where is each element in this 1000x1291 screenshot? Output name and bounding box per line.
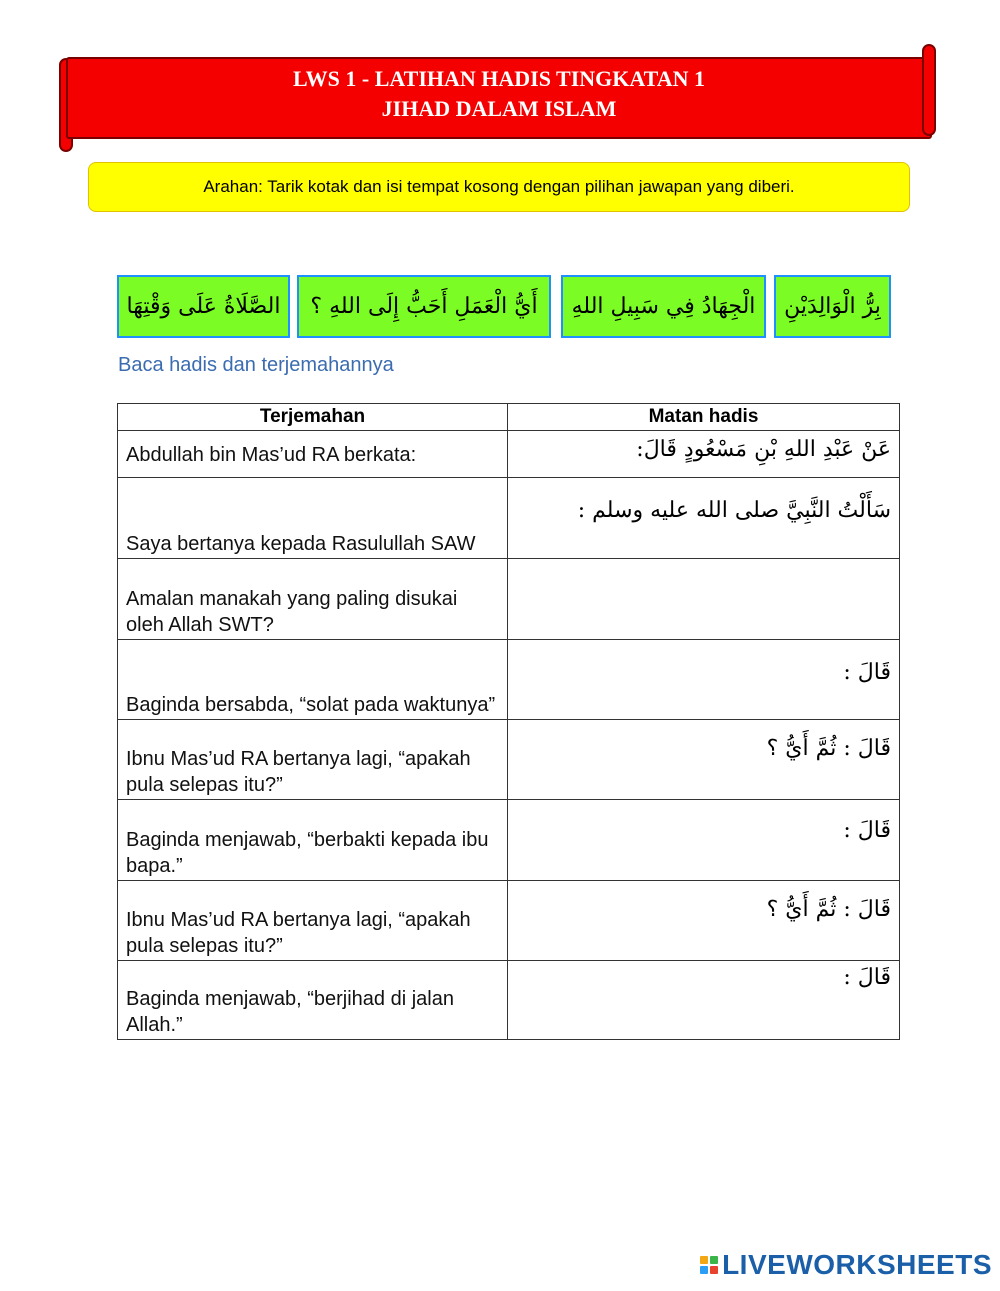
- matan-drop-zone[interactable]: [508, 559, 899, 639]
- matan-cell[interactable]: قَالَ : ثُمَّ أَيُّ ؟: [766, 897, 891, 922]
- translation-cell: Amalan manakah yang paling disukai oleh Allah SWT?: [126, 588, 458, 636]
- answer-chip-solat[interactable]: [117, 275, 290, 338]
- instruction-box: [88, 162, 910, 212]
- header-matan: Matan hadis: [508, 404, 900, 431]
- logo-grid-icon: [700, 1256, 718, 1274]
- matan-cell[interactable]: قَالَ :: [843, 965, 891, 990]
- translation-cell: Ibnu Mas’ud RA bertanya lagi, “apakah pula selepas itu?”: [126, 909, 471, 957]
- matan-cell: سَأَلْتُ النَّبِيَّ صلى الله عليه وسلم :: [577, 498, 891, 523]
- logo-text: LIVEWORKSHEETS: [722, 1249, 992, 1280]
- translation-cell: Baginda menjawab, “berbakti kepada ibu bapa.”: [126, 829, 489, 877]
- banner-scroll-right: [922, 44, 936, 136]
- answer-chip-jihad[interactable]: [561, 275, 766, 338]
- answer-chip-question[interactable]: [297, 275, 551, 338]
- page-title: [78, 64, 920, 124]
- matan-cell[interactable]: قَالَ :: [843, 818, 891, 843]
- title-banner: [58, 44, 940, 156]
- table-row: [118, 640, 900, 720]
- table-row: [118, 478, 900, 559]
- matan-cell: عَنْ عَبْدِ اللهِ بْنِ مَسْعُودٍ قَالَ:: [636, 437, 891, 462]
- table-row: [118, 559, 900, 640]
- answer-chip-birr[interactable]: [774, 275, 891, 338]
- translation-cell: Baginda bersabda, “solat pada waktunya”: [126, 694, 496, 716]
- answer-chip-label: الْجِهَادُ فِي سَبِيلِ اللهِ: [571, 294, 756, 319]
- header-translation: Terjemahan: [118, 404, 508, 431]
- translation-cell: Ibnu Mas’ud RA bertanya lagi, “apakah pula selepas itu?”: [126, 748, 471, 796]
- title-line-2: JIHAD DALAM ISLAM: [381, 96, 617, 121]
- matan-cell[interactable]: قَالَ :: [843, 660, 891, 685]
- table-row: [118, 720, 900, 800]
- answer-chip-label: الصَّلَاةُ عَلَى وَقْتِهَا: [126, 294, 281, 319]
- table-row: [118, 431, 900, 478]
- answer-chip-label: بِرُّ الْوَالِدَيْنِ: [784, 294, 881, 319]
- matan-cell[interactable]: قَالَ : ثُمَّ أَيُّ ؟: [766, 736, 891, 761]
- section-subtitle: Baca hadis dan terjemahannya: [118, 354, 394, 376]
- instruction-text: Arahan: Tarik kotak dan isi tempat kosong dengan pilihan jawapan yang diberi.: [203, 177, 795, 196]
- title-line-1: LWS 1 - LATIHAN HADIS TINGKATAN 1: [293, 66, 705, 91]
- table-row: [118, 800, 900, 881]
- table-row: [118, 961, 900, 1040]
- translation-cell: Baginda menjawab, “berjihad di jalan Allah.”: [126, 988, 454, 1036]
- liveworksheets-logo: [700, 1249, 992, 1281]
- hadith-table: [117, 403, 900, 1040]
- table-header-row: [118, 404, 900, 431]
- table-row: [118, 881, 900, 961]
- translation-cell: Abdullah bin Mas’ud RA berkata:: [126, 444, 417, 466]
- answer-chip-label: أَيُّ الْعَمَلِ أَحَبُّ إِلَى اللهِ ؟: [310, 294, 538, 319]
- translation-cell: Saya bertanya kepada Rasulullah SAW: [126, 533, 476, 555]
